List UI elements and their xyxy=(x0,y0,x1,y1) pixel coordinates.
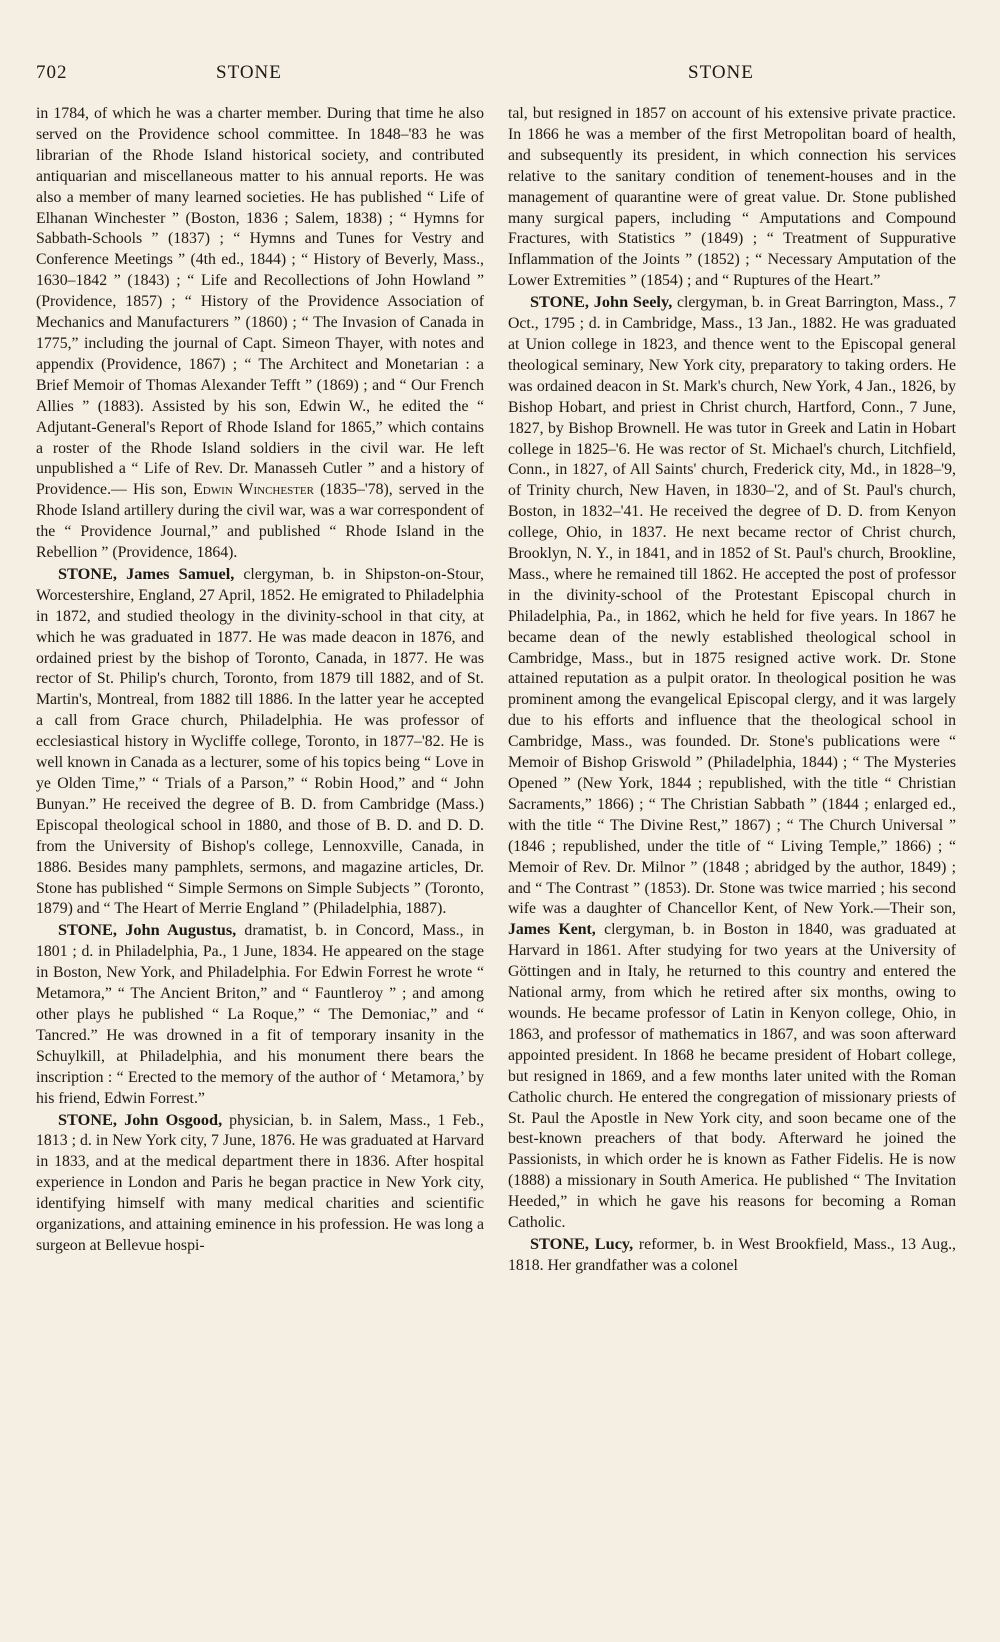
running-head-right: STONE xyxy=(688,62,754,83)
entry-john-seely: STONE, John Seely, clergyman, b. in Great Barrington, Mass., 7 Oct., 1795 ; d. in Cambridge, Mass., 13 Jan., 1882. He was graduated at Union college in 1823, and thence went to the Episcopal general theological seminary, New York city, preparatory to taking orders. He was ordained deacon in St. Mark's church, New York, 4 Jan., 1826, by Bishop Hobart, and priest in Christ church, Hartford, Conn., 7 June, 1827, by Bishop Brownell. He was tutor in Greek and Latin in Hobart college in 1825–'6. He was rector of St. Michael's church, Litchfield, Conn., in 1827, of All Saints' church, Frederick city, Md., in 1828–'9, of Trinity church, New Haven, in 1830–'2, and of St. Paul's church, Boston, in 1832–'41. He received the degree of D. D. from Kenyon college, Ohio, in 1837. He next became rector of Christ church, Brooklyn, N. Y., in 1841, and in 1852 of St. Paul's church, Brookline, Mass., where he remained till 1862. He accepted the post of professor in the divinity-school of the Protestant Episcopal church in Philadelphia, Pa., in 1862, which he held for five years. In 1867 he became dean of the newly established theological school in Cambridge, Mass., but in 1875 resigned active work. Dr. Stone attained reputation as a pulpit orator. In theological position he was prominent among the evangelical Episcopal clergy, and it was largely due to his efforts and influence that the theological school in Cambridge, Mass., was founded. Dr. Stone's publications were “ Memoir of Bishop Griswold ” (Philadelphia, 1844) ; “ The Mysteries Opened ” (New York, 1844 ; republished, with the title “ Christian Sacraments,” 1866) ; “ The Christian Sabbath ” (1844 ; enlarged ed., with the title “ The Divine Rest,” 1867) ; “ The Church Universal ” (1846 ; republished, under the title of “ Living Temple,” 1866) ; “ Memoir of Rev. Dr. Milnor ” (1848 ; abridged by the author, 1849) ; and “ The Contrast ” (1853). Dr. Stone was twice married ; his second wife was a daughter of Chancellor Kent, of New York.—Their son, James Kent, clergyman, b. in Boston in 1840, was graduated at Harvard in 1861. After studying for two years at the University of Göttingen and in Italy, he returned to this country and entered the National army, from which he retired after six months, owing to wounds. He became professor of Latin in Kenyon college, Ohio, in 1863, and professor of mathematics in 1867, and was soon afterward appointed president. In 1868 he became president of Hobart college, but resigned in 1869, and a few months later united with the Roman Catholic church. He entered the congregation of missionary priests of St. Paul the Apostle in New York city, and soon became one of the best-known preachers of that body. Afterward he joined the Passionists, in which order he is known as Father Fidelis. He is now (1888) a missionary in South America. He published “ The Invitation Heeded,” in which he gave his reasons for becoming a Roman Catholic. xyxy=(508,292,957,1232)
entry-james-samuel: STONE, James Samuel, clergyman, b. in Shipston-on-Stour, Worcestershire, England, 27 April, 1852. He emigrated to Philadelphia in 1872, and studied theology in the divinity-school in that city, at which he was graduated in 1877. He was made deacon in 1876, and ordained priest by the bishop of Toronto, Canada, in 1877. He was rector of St. Philip's church, Toronto, from 1879 till 1882, and of St. Martin's, Montreal, from 1882 till 1886. In the latter year he accepted a call from Grace church, Philadelphia. He was professor of ecclesiastical history in Wycliffe college, Toronto, in 1877–'82. He is well known in Canada as a lecturer, some of his topics being “ Love in ye Olden Time,” “ Trials of a Parson,” “ Robin Hood,” and “ John Bunyan.” He received the degree of B. D. from Cambridge (Mass.) Episcopal theological school in 1880, and those of B. D. and D. D. from the University of Bishop's college, Lennoxville, Canada, in 1886. Besides many pamphlets, sermons, and magazine articles, Dr. Stone has published “ Simple Sermons on Simple Subjects ” (Toronto, 1879) and “ The Heart of Merrie England ” (Philadelphia, 1887). xyxy=(36,563,485,918)
page-number: 702 xyxy=(36,62,68,83)
entry-heading: STONE, Lucy, xyxy=(530,1233,634,1253)
running-head-left: STONE xyxy=(216,62,282,83)
entry-john-osgood: STONE, John Osgood, physician, b. in Salem, Mass., 1 Feb., 1813 ; d. in New York city, 7 June, 1876. He was graduated at Harvard in 1833, and at the medical department there in 1836. After hospital experience in London and Paris he began practice in New York city, identifying himself with many medical charities and scientific organizations, and attaining eminence in his profession. He was long a surgeon at Bellevue hospi- xyxy=(36,1109,484,1254)
entry-heading: STONE, James Samuel, xyxy=(58,563,235,583)
bold-name: James Kent, xyxy=(508,921,596,939)
entry-john-augustus: STONE, John Augustus, dramatist, b. in Concord, Mass., in 1801 ; d. in Philadelphia, Pa., 1 June, 1834. He appeared on the stage in Boston, New York, and Philadelphia. For Edwin Forrest he wrote “ Metamora,” “ The Ancient Briton,” and “ Fauntleroy ” ; and among other plays he published “ La Roque,” “ The Demoniac,” and “ Tancred.” He was drowned in a fit of temporary insanity in the Schuylkill, at Philadelphia, and his monument there bears the inscription : “ Erected to the memory of the author of ‘ Metamora,’ by his friend, Edwin Forrest.” xyxy=(36,920,484,1107)
continued-entry: tal, but resigned in 1857 on account of his extensive private practice. In 1866 he was a member of the first Metropolitan board of health, and subsequently its president, in which connection his services relative to the sanitary condition of tenement-houses and in the management of quarantine were of great value. Dr. Stone published many surgical papers, including “ Amputations and Compound Fractures, with Statistics ” (1849) ; “ Treatment of Suppurative Inflammation of the Joints ” (1852) ; “ Necessary Amputation of the Lower Extremities ” (1854) ; and “ Ruptures of the Heart.” xyxy=(508,105,956,290)
left-column xyxy=(36,104,484,1277)
right-column xyxy=(508,104,956,1277)
entry-lucy: STONE, Lucy, reformer, b. in West Brookfield, Mass., 13 Aug., 1818. Her grandfather was a colonel xyxy=(508,1233,956,1274)
small-caps-name: Edwin Winchester xyxy=(193,481,314,499)
page-header xyxy=(36,50,956,104)
entry-heading: STONE, John Seely, xyxy=(530,292,673,312)
text-columns xyxy=(36,104,956,1277)
entry-heading: STONE, John Augustus, xyxy=(58,920,237,940)
continued-entry: in 1784, of which he was a charter member. During that time he also served on the Providence school committee. In 1848–'83 he was librarian of the Rhode Island historical society, and contributed antiquarian and miscellaneous matter to his annual reports. He was also a member of many learned societies. He has published “ Life of Elhanan Winchester ” (Boston, 1836 ; Salem, 1838) ; “ Hymns for Sabbath-Schools ” (1837) ; “ Hymns and Tunes for Vestry and Conference Meetings ” (4th ed., 1844) ; “ History of Beverly, Mass., 1630–1842 ” (1843) ; “ Life and Recollections of John Howland ” (Providence, 1857) ; “ History of the Providence Association of Mechanics and Manufacturers ” (1860) ; “ The Invasion of Canada in 1775,” including the journal of Capt. Simeon Thayer, with notes and appendix (Providence, 1867) ; “ The Architect and Monetarian : a Brief Memoir of Thomas Alexander Tefft ” (1869) ; and “ Our French Allies ” (1883). Assisted by his son, Edwin W., he edited the “ Adjutant-General's Report of Rhode Island for 1865,” which contains a roster of the Rhode Island soldiers in the civil war. He left unpublished a “ Life of Rev. Dr. Manasseh Cutler ” and a history of Providence.— His son, Edwin Winchester (1835–'78), served in the Rhode Island artillery during the civil war, was a war correspondent of the “ Providence Journal,” and published “ Rhode Island in the Rebellion ” (Providence, 1864). xyxy=(36,105,484,562)
entry-heading: STONE, John Osgood, xyxy=(58,1109,223,1129)
